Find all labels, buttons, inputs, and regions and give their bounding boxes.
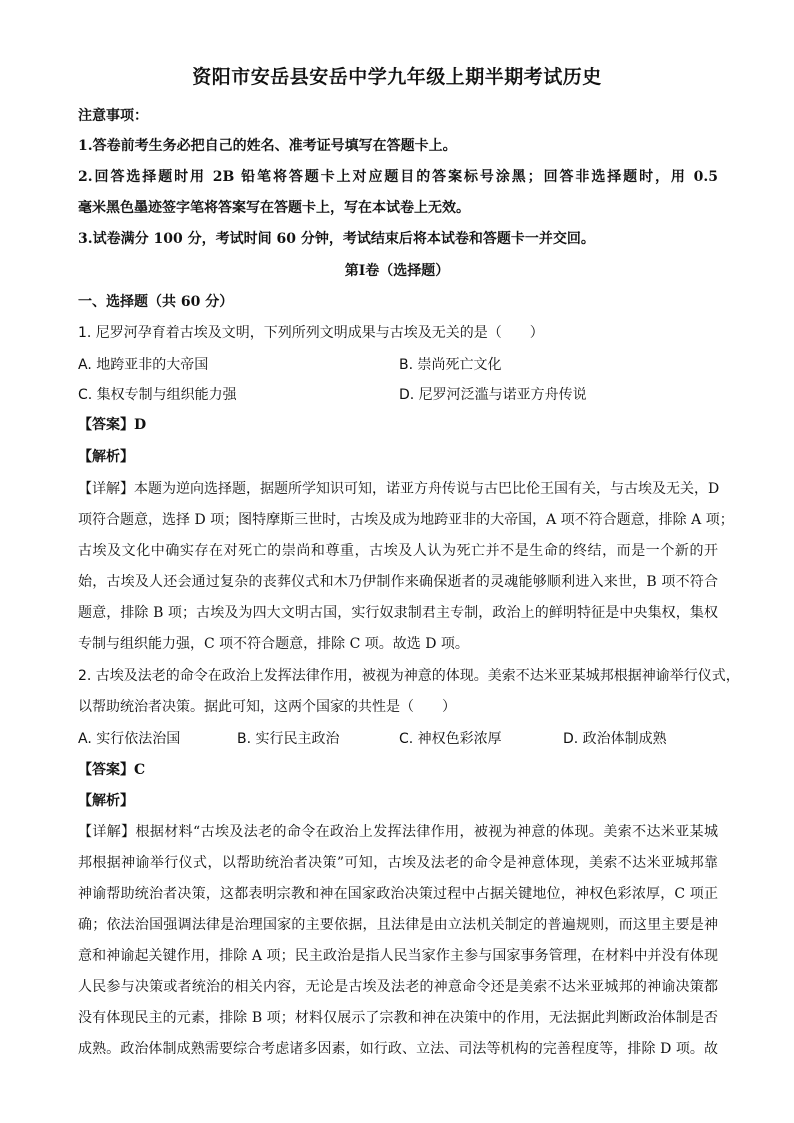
- notice-heading: 注意事项：: [78, 108, 148, 124]
- question-2-answer: 【答案】C: [78, 762, 146, 778]
- question-2-detail-line-4: 确；依法治国强调法律是治理国家的主要依据，且法律是由立法机关制定的普遍规则，而这里主要是神: [78, 917, 718, 933]
- question-1-detail-line-3: 古埃及文化中确实存在对死亡的崇尚和尊重，古埃及人认为死亡并不是生命的终结，而是一个新的开: [78, 543, 718, 559]
- question-2-detail-line-1: 【详解】根据材料“古埃及法老的命令在政治上发挥法律作用，被视为神意的体现。美索不达米亚某城: [78, 824, 718, 840]
- question-2-detail-line-3: 神谕帮助统治者决策，这都表明宗教和神在国家政治决策过程中占据关键地位，神权色彩浓厚，C 项正: [78, 886, 718, 902]
- question-2-option-d: D. 政治体制成熟: [563, 731, 667, 747]
- section-title: 一、选择题（共 60 分）: [78, 294, 234, 310]
- notice-item-1: 1.答卷前考生务必把自己的姓名、准考证号填写在答题卡上。: [78, 138, 457, 154]
- question-2-detail-line-2: 邦根据神谕举行仪式，以帮助统治者决策”可知，古埃及法老的命令是神意体现，美索不达米亚城邦靠: [78, 855, 718, 871]
- notice-item-2-cont: 毫米黑色墨迹签字笔将答案写在答题卡上，写在本试卷上无效。: [78, 200, 470, 216]
- part-title: 第Ⅰ卷（选择题）: [344, 263, 450, 279]
- question-2-option-a: A. 实行依法治国: [78, 731, 181, 747]
- question-1-detail-line-4: 始，古埃及人还会通过复杂的丧葬仪式和木乃伊制作来确保逝者的灵魂能够顺利进入来世，B 项不符合: [78, 574, 718, 590]
- question-1-stem: 1. 尼罗河孕育着古埃及文明，下列所列文明成果与古埃及无关的是（ ）: [78, 325, 544, 341]
- question-1-analysis-label: 【解析】: [78, 449, 134, 465]
- page-title: 资阳市安岳县安岳中学九年级上期半期考试历史: [192, 66, 602, 88]
- question-2-stem-line-2: 以帮助统治者决策。据此可知，这两个国家的共性是（ ）: [78, 699, 456, 715]
- question-2-detail-line-6: 人民参与决策或者统治的相关内容，无论是古埃及法老的神意命令还是美索不达米亚城邦的神谕决策都: [78, 979, 718, 995]
- notice-item-3: 3.试卷满分 100 分，考试时间 60 分钟，考试结束后将本试卷和答题卡一并交回。: [78, 231, 595, 247]
- notice-item-2: 2.回答选择题时用 2B 铅笔将答题卡上对应题目的答案标号涂黑；回答非选择题时，用 0.5: [78, 169, 718, 185]
- question-1-detail-line-2: 项符合题意，选择 D 项；图特摩斯三世时，古埃及成为地跨亚非的大帝国，A 项不符合题意，排除 A 项；: [78, 512, 734, 528]
- question-2-detail-line-5: 意和神谕起关键作用，排除 A 项；民主政治是指人民当家作主参与国家事务管理，在材料中并没有体现: [78, 948, 718, 964]
- question-2-detail-line-7: 没有体现民主的元素，排除 B 项；材料仅展示了宗教和神在决策中的作用，无法据此判断政治体制是否: [78, 1010, 718, 1026]
- question-2-detail-line-8: 成熟。政治体制成熟需要综合考虑诸多因素，如行政、立法、司法等机构的完善程度等，排除 D 项。故: [78, 1041, 718, 1057]
- question-1-option-c: C. 集权专制与组织能力强: [78, 387, 237, 403]
- question-1-detail-line-6: 专制与组织能力强，C 项不符合题意，排除 C 项。故选 D 项。: [78, 636, 469, 652]
- question-1-detail-line-1: 【详解】本题为逆向选择题，据题所学知识可知，诺亚方舟传说与古巴比伦王国有关，与古埃及无关，D: [78, 481, 720, 497]
- question-1-answer: 【答案】D: [78, 417, 147, 433]
- question-2-option-b: B. 实行民主政治: [237, 731, 340, 747]
- question-1-option-d: D. 尼罗河泛滥与诺亚方舟传说: [399, 387, 587, 403]
- question-1-option-b: B. 崇尚死亡文化: [399, 357, 502, 373]
- question-1-detail-line-5: 题意，排除 B 项；古埃及为四大文明古国，实行奴隶制君主专制，政治上的鲜明特征是中央集权，集权: [78, 605, 718, 621]
- question-2-stem-line-1: 2. 古埃及法老的命令在政治上发挥法律作用，被视为神意的体现。美索不达米亚某城邦根据神谕举行仪式，: [78, 668, 740, 684]
- question-2-analysis-label: 【解析】: [78, 793, 134, 809]
- question-1-option-a: A. 地跨亚非的大帝国: [78, 357, 209, 373]
- question-2-option-c: C. 神权色彩浓厚: [399, 731, 502, 747]
